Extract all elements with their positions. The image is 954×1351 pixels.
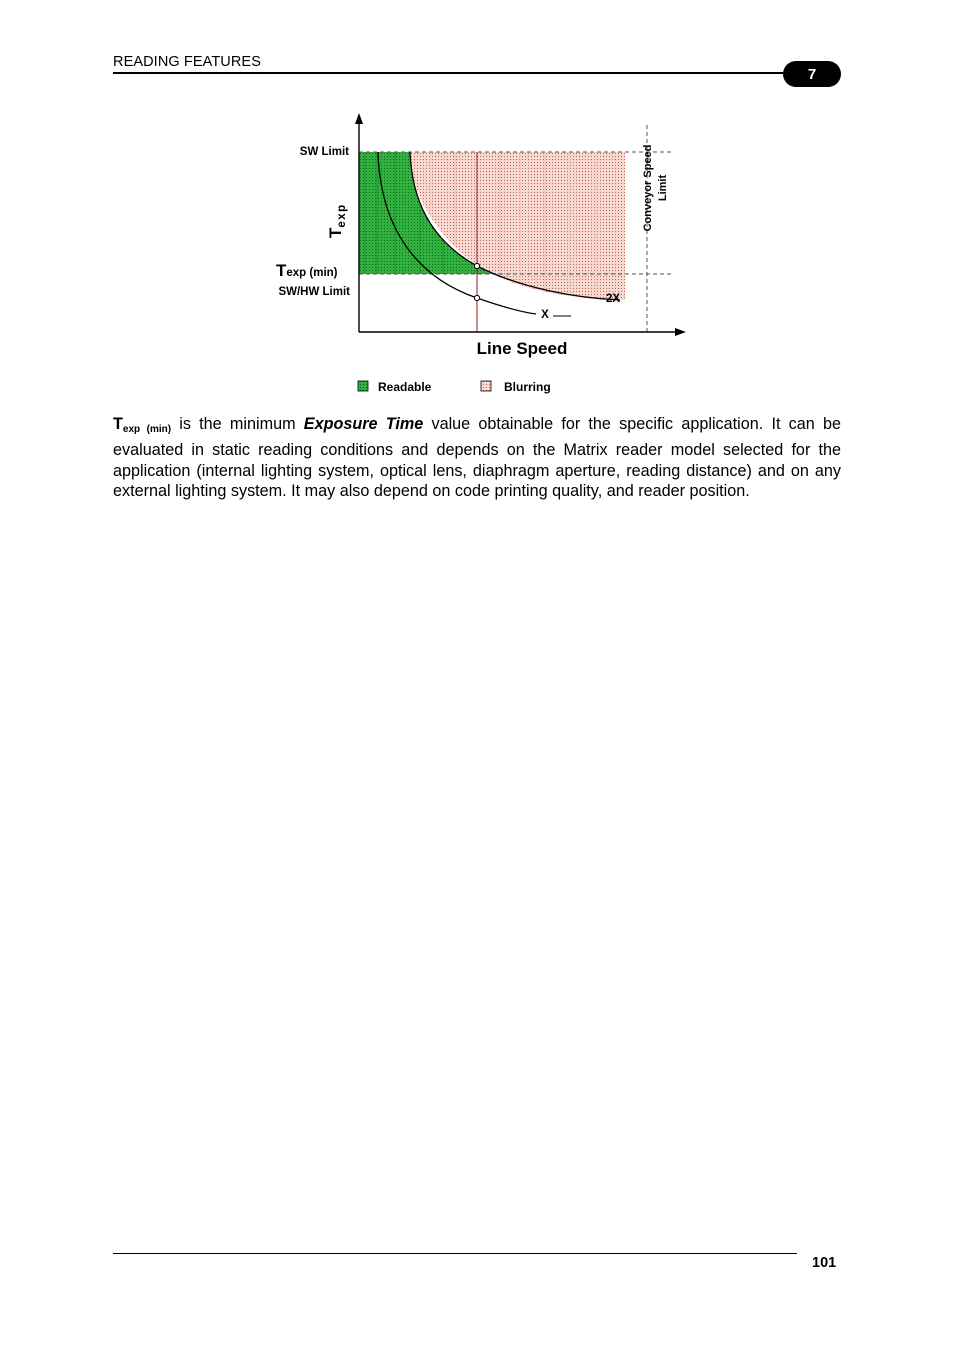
curve-2x-label: 2X: [605, 293, 621, 305]
legend-readable-swatch: [358, 381, 368, 391]
x-axis-arrow: [675, 328, 686, 336]
intersection-point-x: [474, 295, 479, 300]
texp-min-label: [276, 261, 338, 280]
footer-rule: [113, 1253, 797, 1254]
texp-min-symbol: [113, 415, 171, 433]
header-section-title: READING FEATURES: [113, 54, 261, 70]
legend-blurring-swatch: [481, 381, 491, 391]
chapter-badge: 7: [783, 61, 841, 87]
exposure-time-term: Exposure Time: [303, 415, 424, 433]
y-axis-label: [326, 203, 348, 238]
legend-blurring-label: Blurring: [504, 380, 551, 394]
texp-min-symbol-sub: exp (min): [122, 424, 172, 435]
paragraph-text-lead: is the minimum: [171, 415, 304, 433]
conveyor-speed-label-line1: Conveyor Speed: [642, 144, 654, 232]
header-rule: [113, 72, 811, 74]
texp-min-label-main: T: [276, 261, 287, 280]
texp-min-symbol-main: T: [113, 415, 123, 433]
conveyor-speed-label-line2: Limit: [657, 174, 669, 202]
x-axis-label: Line Speed: [476, 339, 568, 358]
intersection-point-2x: [474, 263, 479, 268]
blurring-region: [410, 152, 625, 300]
sw-hw-limit-label: SW/HW Limit: [278, 286, 350, 298]
texp-min-label-sub: exp (min): [286, 267, 338, 279]
paragraph-text-rest: value obtainable for the specific application. It can be evaluated in static reading conditions and depends on the Matrix reader model selected for the application (internal lighting system, optical lens, diaphragm aperture, reading distance) and on any external lighting system. It may also depend on code printing quality, and reader position.: [113, 415, 841, 501]
y-axis-label-sub: exp: [336, 203, 348, 228]
y-axis-arrow: [355, 113, 363, 124]
sw-limit-label: SW Limit: [299, 146, 349, 158]
page-number: 101: [812, 1255, 837, 1271]
y-axis-label-main: T: [326, 227, 345, 238]
exposure-time-diagram: [250, 110, 710, 405]
body-paragraph: [113, 414, 841, 502]
curve-x-label: X: [541, 309, 549, 321]
legend-readable-label: Readable: [378, 380, 432, 394]
